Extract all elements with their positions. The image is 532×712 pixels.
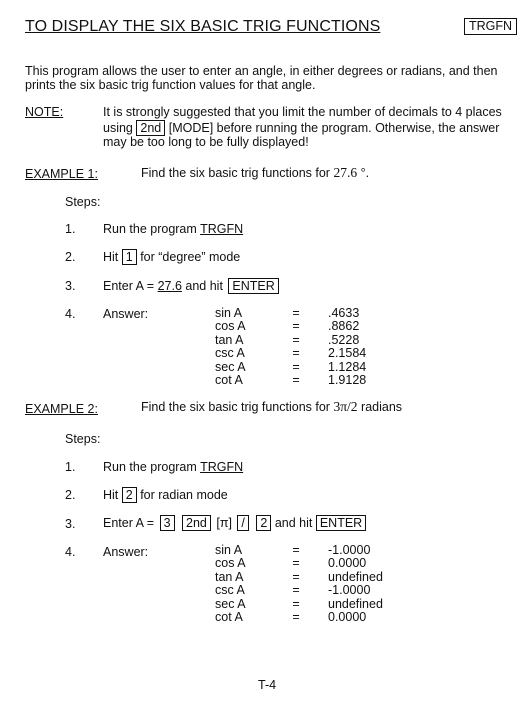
key-1: 1 [122, 249, 137, 265]
program-link: TRGFN [200, 460, 244, 474]
answer-function: cot A [215, 373, 243, 387]
answer-value: -1.0000 [328, 583, 371, 598]
step-text: Enter A = [103, 279, 155, 293]
example-1-step-1-number: 1. [65, 222, 76, 236]
answer-equals: = [292, 569, 300, 584]
example-2-step-4-number: 4. [65, 545, 76, 559]
example-1-degree-symbol: °. [360, 166, 370, 180]
note-line-1: It is strongly suggested that you limit the number of decimals to 4 places [103, 105, 502, 119]
answer-equals: = [292, 359, 300, 374]
answer-value: 1.1284 [328, 359, 367, 374]
program-link: TRGFN [200, 222, 244, 236]
example-2-step-3 [103, 515, 366, 531]
answer-value: undefined [328, 596, 383, 611]
answer-value: undefined [328, 569, 383, 584]
key-divide: / [237, 515, 248, 531]
answer-equals: = [292, 596, 300, 611]
answer-function: sin A [215, 306, 243, 320]
answer-value: 2.1584 [328, 346, 367, 361]
answer-equals: = [292, 319, 300, 334]
key-2: 2 [256, 515, 271, 531]
answer-function: cos A [215, 556, 246, 571]
answer-equals: = [292, 306, 300, 320]
answer-function: tan A [215, 569, 244, 584]
answer-function: cos A [215, 319, 246, 334]
answer-function: sec A [215, 596, 246, 611]
key-2nd: 2nd [136, 120, 165, 136]
example-2-step-2-number: 2. [65, 488, 76, 502]
answer-function: csc A [215, 583, 245, 598]
answer-value: 0.0000 [328, 556, 367, 571]
answer-equals: = [292, 610, 300, 624]
page-title: TO DISPLAY THE SIX BASIC TRIG FUNCTIONS [25, 18, 381, 35]
example-1-answer-label: Answer: [103, 307, 149, 321]
answer-value: .5228 [328, 332, 360, 347]
key-enter: ENTER [316, 515, 366, 531]
example-1-step-1 [103, 222, 243, 236]
answer-function: sec A [215, 359, 246, 374]
note-line-2 [103, 120, 499, 136]
example-1-label: EXAMPLE 1: [25, 167, 98, 181]
answer-equals: = [292, 543, 300, 557]
answer-equals: = [292, 583, 300, 598]
step-text: and hit [185, 279, 223, 293]
step-text: for radian mode [140, 488, 228, 502]
example-2-step-1 [103, 460, 243, 474]
example-2-step-1-number: 1. [65, 460, 76, 474]
page-number: T-4 [258, 678, 277, 692]
example-2-unit: radians [361, 400, 403, 414]
example-1-step-2 [103, 249, 240, 265]
note-line-3: may be too long to be fully displayed! [103, 135, 309, 149]
example-2-step-3-number: 3. [65, 517, 76, 531]
answer-function: cot A [215, 610, 243, 624]
answer-value: .4633 [328, 306, 360, 320]
answer-equals: = [292, 373, 300, 387]
example-2-step-2 [103, 487, 228, 503]
intro-line-2: prints the six basic trig function values for that angle. [25, 78, 316, 92]
step-text: and hit [274, 516, 313, 530]
example-1-desc-text: Find the six basic trig functions for [141, 166, 330, 180]
step-text: Enter A = [103, 516, 155, 530]
key-enter: ENTER [228, 278, 278, 294]
answer-equals: = [292, 332, 300, 347]
answer-function: tan A [215, 332, 244, 347]
example-1-step-4-number: 4. [65, 307, 76, 321]
pi-function: [π] [216, 516, 232, 530]
step-text: for “degree” mode [140, 250, 241, 264]
example-1-step-2-number: 2. [65, 250, 76, 264]
key-2: 2 [122, 487, 137, 503]
example-1-step-3 [103, 278, 279, 294]
intro-line-1: This program allows the user to enter an angle, in either degrees or radians, and then [25, 64, 498, 78]
note-line-2-post: [MODE] before running the program. Otherwise, the answer [168, 121, 500, 135]
input-value: 27.6 [157, 279, 182, 293]
answer-value: 1.9128 [328, 373, 367, 387]
key-3: 3 [160, 515, 175, 531]
key-2nd: 2nd [182, 515, 211, 531]
answer-value: -1.0000 [328, 543, 371, 557]
example-1-angle: 27.6 [333, 165, 358, 180]
step-text: Hit [103, 250, 119, 264]
step-text: Run the program [103, 222, 197, 236]
answer-function: csc A [215, 346, 245, 361]
example-2-angle: 3π/2 [333, 399, 358, 414]
answer-equals: = [292, 556, 300, 571]
note-label: NOTE: [25, 105, 64, 119]
program-name-badge: TRGFN [464, 18, 517, 35]
example-2-label: EXAMPLE 2: [25, 402, 98, 416]
example-1-step-3-number: 3. [65, 279, 76, 293]
answer-value: 0.0000 [328, 610, 367, 624]
example-1-description [141, 166, 369, 180]
step-text: Hit [103, 488, 119, 502]
note-line-2-pre: using [103, 121, 133, 135]
example-2-answer-label: Answer: [103, 545, 149, 559]
example-2-steps-label: Steps: [65, 432, 101, 446]
answer-function: sin A [215, 543, 243, 557]
answer-value: .8862 [328, 319, 360, 334]
example-1-steps-label: Steps: [65, 195, 101, 209]
example-2-description [141, 400, 402, 414]
answer-equals: = [292, 346, 300, 361]
step-text: Run the program [103, 460, 197, 474]
example-2-desc-text: Find the six basic trig functions for [141, 400, 330, 414]
